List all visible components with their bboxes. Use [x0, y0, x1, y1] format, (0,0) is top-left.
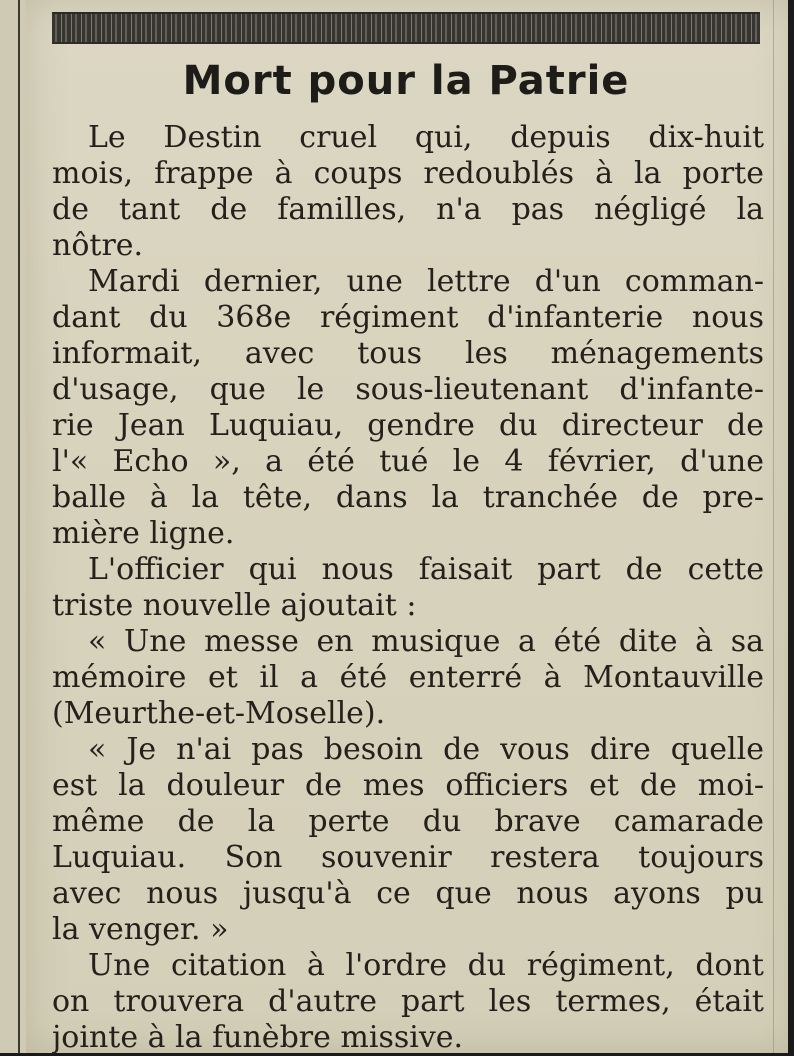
text-line: balle à la tête, dans la tranchée de pre-: [52, 480, 764, 515]
text-line: même de la perte du brave camarade: [52, 804, 764, 839]
text-line: de tant de familles, n'a pas négligé la: [52, 192, 764, 227]
text-line: « Je n'ai pas besoin de vous dire quelle: [88, 732, 764, 767]
text-line: d'usage, que le sous-lieutenant d'infante-: [52, 372, 764, 407]
text-line: « Une messe en musique a été dite à sa: [88, 624, 764, 659]
column-rule-left: [18, 0, 20, 1053]
text-line: l'« Echo », a été tué le 4 février, d'une: [52, 444, 764, 479]
text-line: avec nous jusqu'à ce que nous ayons pu: [52, 876, 764, 911]
text-line: mémoire et il a été enterré à Montauville: [52, 660, 764, 695]
text-line: on trouvera d'autre part les termes, était: [52, 984, 764, 1019]
text-line: Luquiau. Son souvenir restera toujours: [52, 840, 764, 875]
text-line: nôtre.: [52, 228, 144, 263]
text-line: Le Destin cruel qui, depuis dix-huit: [88, 120, 764, 155]
text-line: triste nouvelle ajoutait :: [52, 588, 417, 623]
article-body: [52, 120, 764, 1056]
text-line: (Meurthe-et-Moselle).: [52, 696, 386, 731]
text-line: informait, avec tous les ménagements: [52, 336, 764, 371]
text-line: mois, frappe à coups redoublés à la porte: [52, 156, 764, 191]
text-line: L'officier qui nous faisait part de cette: [88, 552, 764, 587]
column-rule-right: [773, 0, 774, 1053]
text-line: mière ligne.: [52, 516, 235, 551]
text-line: jointe à la funèbre missive.: [52, 1020, 464, 1055]
text-line: la venger. »: [52, 912, 229, 947]
text-line: Une citation à l'ordre du régiment, dont: [88, 948, 764, 983]
text-line: est la douleur de mes officiers et de moi-: [52, 768, 764, 803]
left-margin: [0, 0, 26, 1053]
article-headline: Mort pour la Patrie: [182, 58, 630, 104]
text-line: Mardi dernier, une lettre d'un comman-: [88, 264, 764, 299]
text-line: rie Jean Luquiau, gendre du directeur de: [52, 408, 764, 443]
text-line: dant du 368e régiment d'infanterie nous: [52, 300, 764, 335]
right-edge: [788, 0, 794, 1053]
decorative-header-band: [52, 12, 760, 44]
